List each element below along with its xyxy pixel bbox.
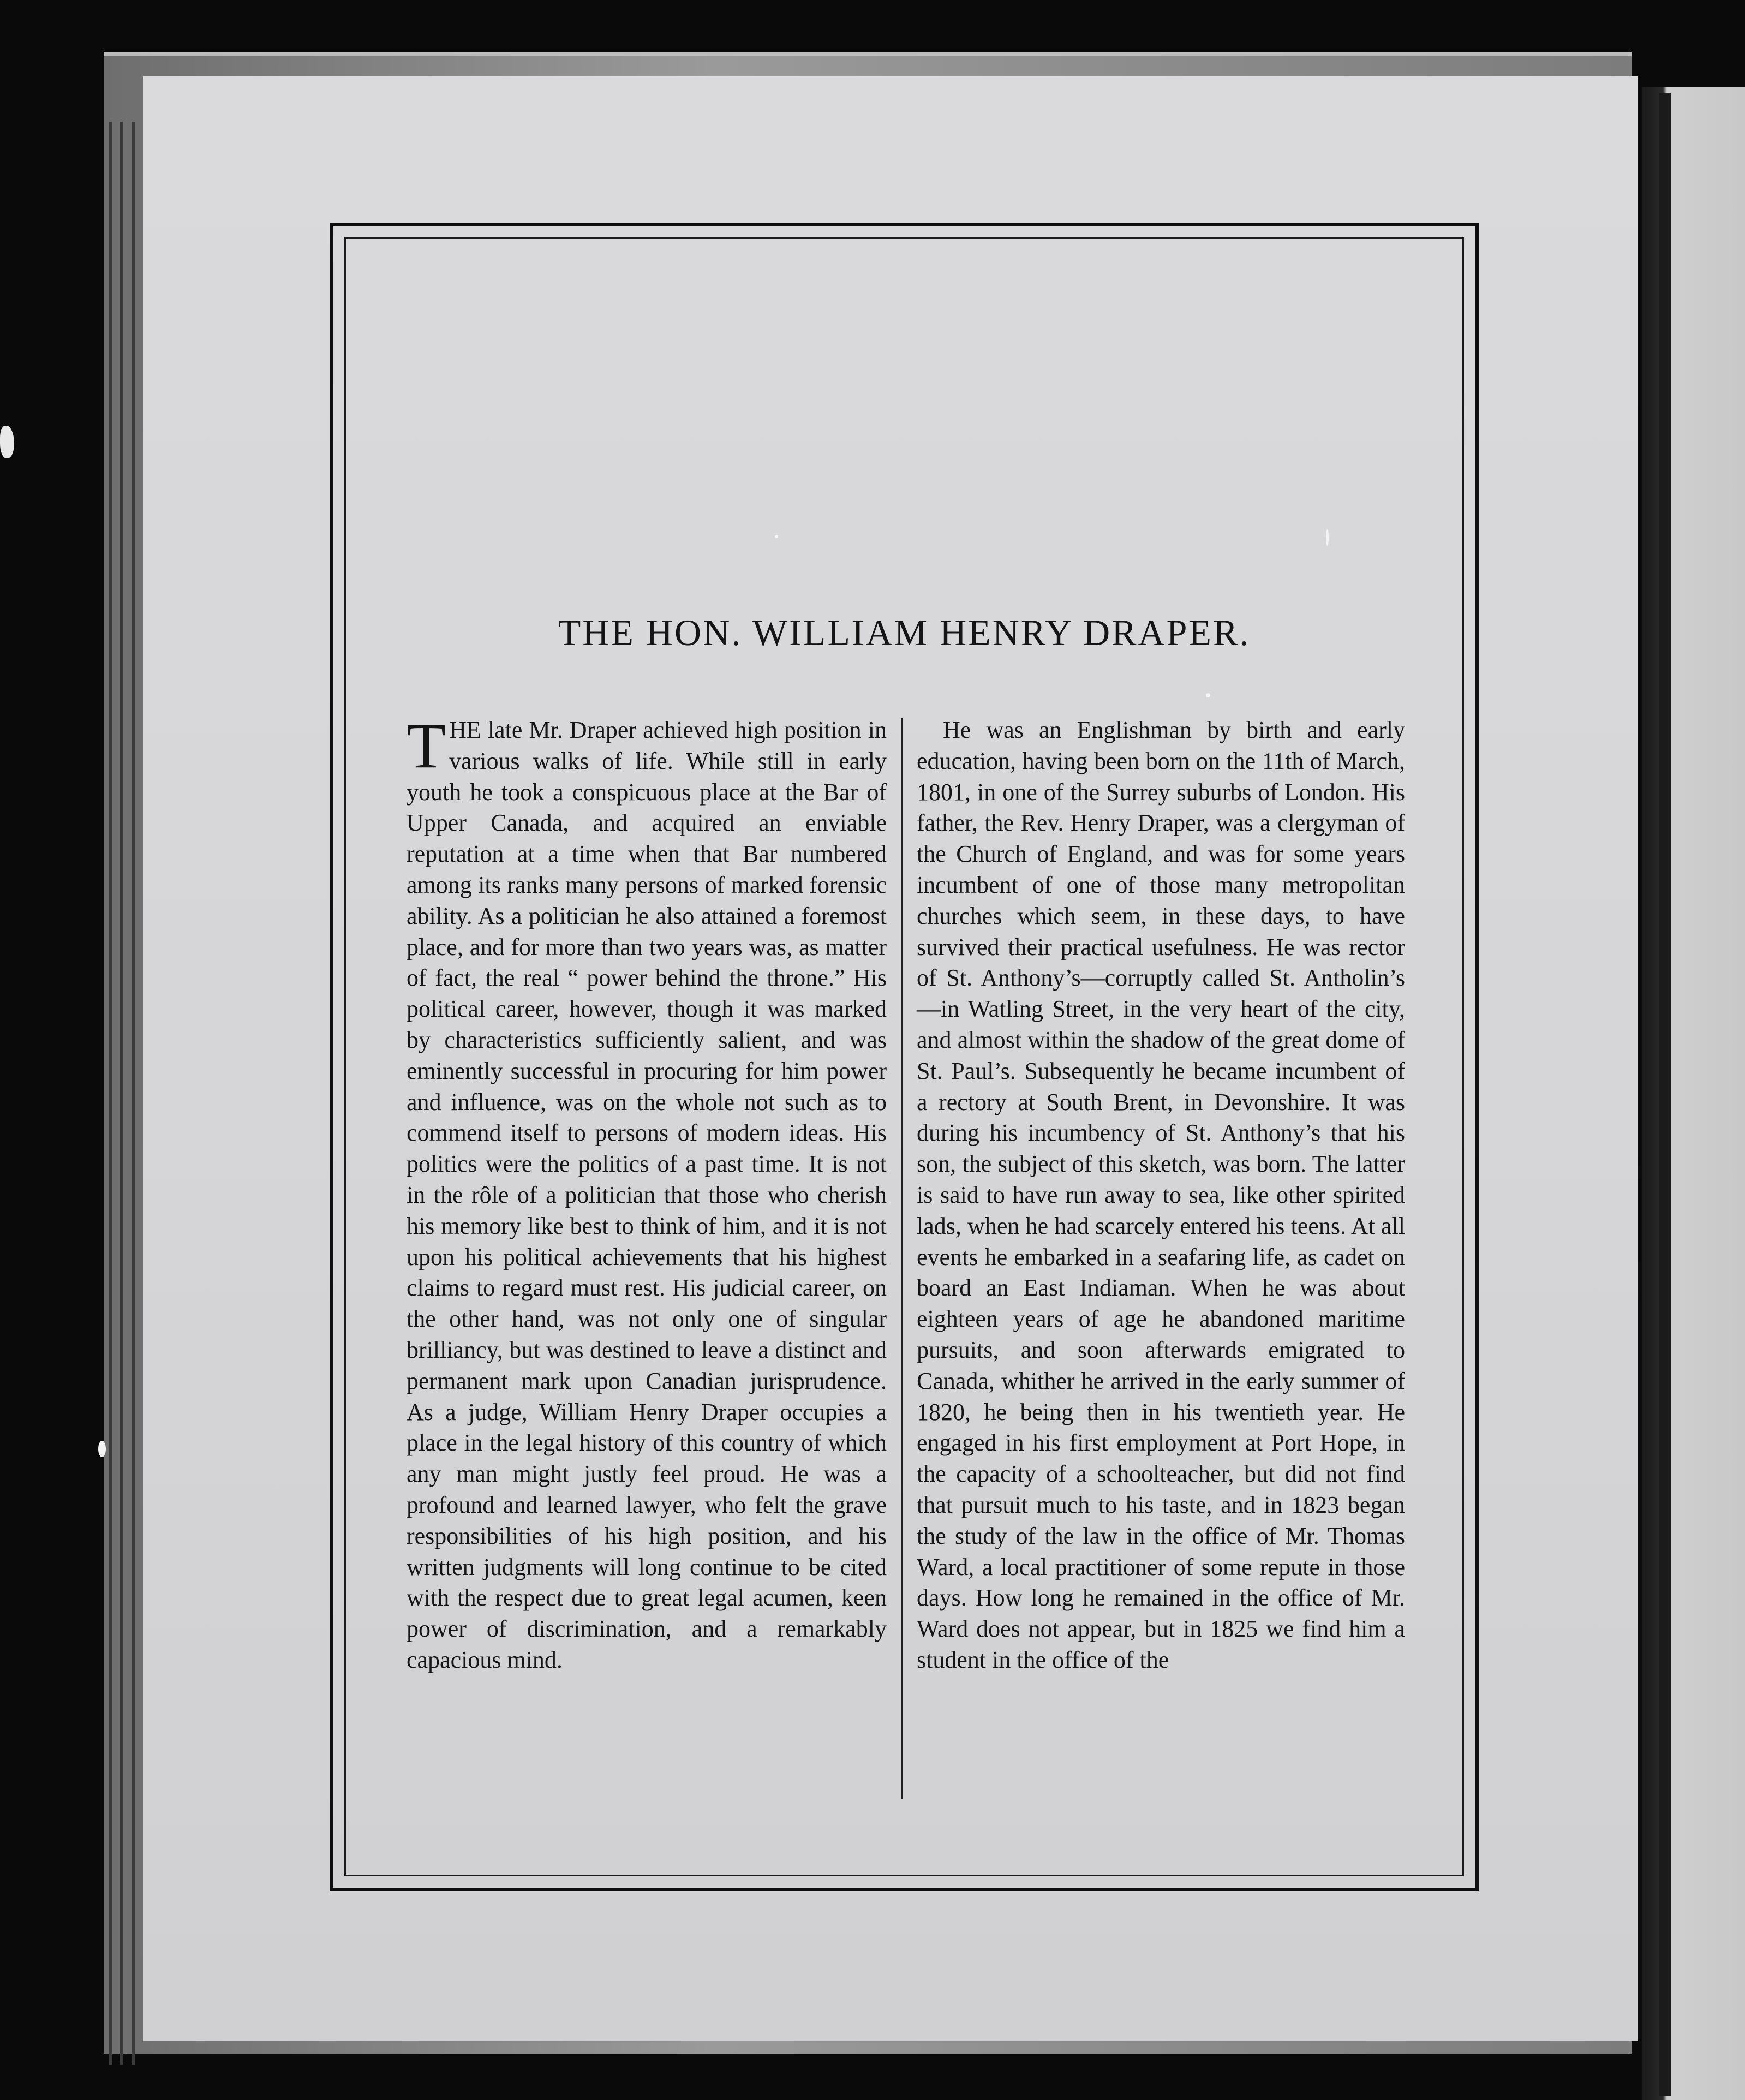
- scan-speck: [1206, 693, 1210, 697]
- scan-speck: [775, 535, 778, 538]
- article-title: THE HON. WILLIAM HENRY DRAPER.: [558, 612, 1251, 653]
- page-edge-line: [109, 122, 112, 2065]
- left-column-text: HE late Mr. Draper achieved high position in various walks of life. While still in early youth he took a conspicuous place at the Bar of Upper Canada, and acquired an enviable reputation at a time when that Bar numbered among its ranks many persons of marked forensic ability. As a politician he also attained a foremost place, and for more than two years was, as matter of fact, the real “ power behind the throne.” His political career, however, though it was marked by characteristics sufficiently salient, and was eminently successful in procuring for him power and influence, was on the whole not such as to commend itself to persons of modern ideas. His politics were the politics of a past time. It is not in the rôle of a politician that those who cherish his memory like best to think of him, and it is not upon his political achievements that his highest claims to regard must rest. His judicial career, on the other hand, was not only one of singular brilliancy, but was destined to leave a distinct and permanent mark upon Canadian jurisprudence. As a judge, William Henry Draper occupies a place in the legal history of this country of which any man might justly feel proud. He was a profound and learned lawyer, who felt the grave responsibilities of his high position, and his written judgments will long continue to be cited with the respect due to great legal acumen, keen power of discrimination, and a remarkably capacious mind.: [407, 717, 887, 1673]
- page-edge-line: [120, 122, 123, 2065]
- scan-speck: [1326, 529, 1329, 546]
- right-column: [917, 715, 1405, 1676]
- facing-page-edge: [1642, 87, 1745, 2100]
- drop-cap: T: [407, 710, 446, 781]
- left-column-paragraph: [407, 710, 887, 1676]
- column-divider: [901, 718, 903, 1799]
- left-column: [407, 710, 887, 1676]
- page-edge-line: [132, 122, 135, 2065]
- right-column-paragraph: He was an Englishman by birth and early education, having been born on the 11th of March, 1801, in one of the Surrey suburbs of London. His father, the Rev. Henry Draper, was a clergyman of the Church of England, and was for some years incumbent of one of those many metropolitan churches which seem, in these days, to have survived their practical usefulness. He was rector of St. Anthony’s—corruptly called St. Antholin’s —in Watling Street, in the very heart of the city, and almost within the shadow of the great dome of St. Paul’s. Subsequently he became incumbent of a rectory at South Brent, in Devonshire. It was during his incumbency of St. Anthony’s that his son, the subject of this sketch, was born. The latter is said to have run away to sea, like other spirited lads, when he had scarcely entered his teens. At all events he embarked in a seafaring life, as cadet on board an East Indiaman. When he was about eighteen years of age he abandoned maritime pursuits, and soon afterwards emigrated to Canada, whither he arrived in the early summer of 1820, he being then in his twentieth year. He engaged in his first employment at Port Hope, in the capacity of a schoolteacher, but did not find that pursuit much to his taste, and in 1823 began the study of the law in the office of Mr. Thomas Ward, a local practitioner of some repute in those days. How long he remained in the office of Mr. Ward does not appear, but in 1825 we find him a student in the office of the: [917, 717, 1405, 1673]
- book-gutter: [1659, 93, 1671, 2096]
- scan-speck: [98, 1441, 106, 1457]
